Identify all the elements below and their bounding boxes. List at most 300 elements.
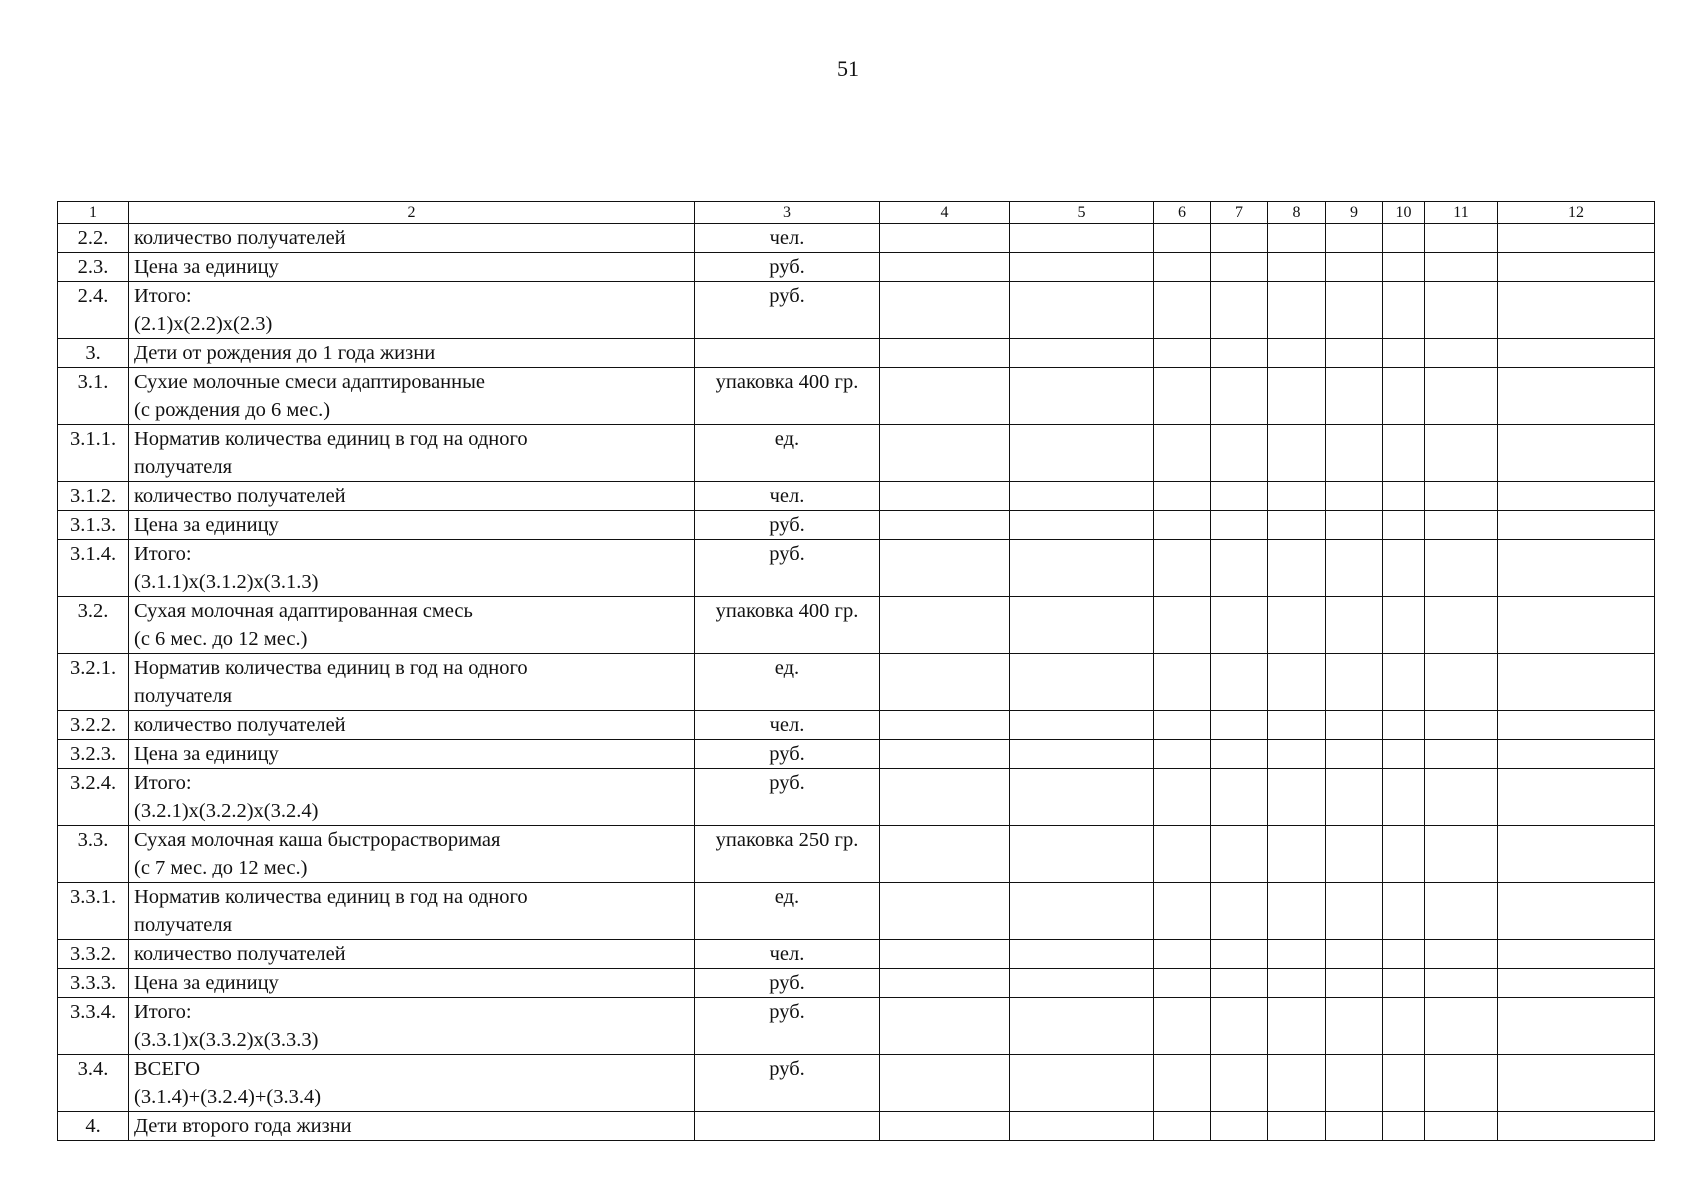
empty-cell-col-10 xyxy=(1383,339,1425,368)
empty-cell-col-10 xyxy=(1383,425,1425,482)
description-line: (с 6 мес. до 12 мес.) xyxy=(134,628,308,650)
description-line: Сухая молочная адаптированная смесь xyxy=(134,600,473,622)
empty-cell-col-4 xyxy=(880,969,1010,998)
empty-cell-col-5 xyxy=(1010,482,1154,511)
empty-cell-col-7 xyxy=(1211,826,1268,883)
empty-cell-col-4 xyxy=(880,1112,1010,1141)
description-line: Цена за единицу xyxy=(134,256,279,278)
empty-cell-col-12 xyxy=(1498,339,1655,368)
empty-cell-col-9 xyxy=(1326,1112,1383,1141)
description-line: Норматив количества единиц в год на одного xyxy=(134,428,528,450)
empty-cell-col-9 xyxy=(1326,740,1383,769)
empty-cell-col-9 xyxy=(1326,425,1383,482)
row-number: 3.3.1. xyxy=(58,883,129,940)
empty-cell-col-11 xyxy=(1425,282,1498,339)
empty-cell-col-8 xyxy=(1268,969,1326,998)
empty-cell-col-8 xyxy=(1268,253,1326,282)
row-description xyxy=(129,883,695,940)
empty-cell-col-7 xyxy=(1211,368,1268,425)
empty-cell-col-7 xyxy=(1211,654,1268,711)
empty-cell-col-6 xyxy=(1154,883,1211,940)
table-row xyxy=(58,482,1655,511)
empty-cell-col-8 xyxy=(1268,826,1326,883)
description-line: Сухие молочные смеси адаптированные xyxy=(134,371,485,393)
row-description xyxy=(129,998,695,1055)
empty-cell-col-12 xyxy=(1498,597,1655,654)
empty-cell-col-4 xyxy=(880,425,1010,482)
row-description xyxy=(129,368,695,425)
empty-cell-col-10 xyxy=(1383,1055,1425,1112)
table-row xyxy=(58,711,1655,740)
empty-cell-col-11 xyxy=(1425,740,1498,769)
empty-cell-col-12 xyxy=(1498,368,1655,425)
row-number: 3.1.1. xyxy=(58,425,129,482)
table-row xyxy=(58,654,1655,711)
empty-cell-col-5 xyxy=(1010,1055,1154,1112)
empty-cell-col-5 xyxy=(1010,540,1154,597)
empty-cell-col-9 xyxy=(1326,482,1383,511)
row-unit: руб. xyxy=(695,253,880,282)
empty-cell-col-4 xyxy=(880,511,1010,540)
empty-cell-col-11 xyxy=(1425,1112,1498,1141)
empty-cell-col-6 xyxy=(1154,224,1211,253)
empty-cell-col-6 xyxy=(1154,425,1211,482)
empty-cell-col-5 xyxy=(1010,282,1154,339)
empty-cell-col-9 xyxy=(1326,711,1383,740)
table-row xyxy=(58,597,1655,654)
description-line: Дети второго года жизни xyxy=(134,1115,352,1137)
empty-cell-col-8 xyxy=(1268,511,1326,540)
empty-cell-col-10 xyxy=(1383,769,1425,826)
page-number: 51 xyxy=(837,56,859,81)
empty-cell-col-5 xyxy=(1010,883,1154,940)
empty-cell-col-4 xyxy=(880,711,1010,740)
row-description xyxy=(129,940,695,969)
row-unit xyxy=(695,1112,880,1141)
column-header-4: 4 xyxy=(880,202,1010,224)
empty-cell-col-8 xyxy=(1268,482,1326,511)
empty-cell-col-11 xyxy=(1425,511,1498,540)
table-row xyxy=(58,1055,1655,1112)
empty-cell-col-12 xyxy=(1498,224,1655,253)
row-number: 3.1.2. xyxy=(58,482,129,511)
row-number: 3.3. xyxy=(58,826,129,883)
empty-cell-col-10 xyxy=(1383,826,1425,883)
description-line: Итого: xyxy=(134,772,192,794)
empty-cell-col-12 xyxy=(1498,654,1655,711)
empty-cell-col-10 xyxy=(1383,224,1425,253)
empty-cell-col-4 xyxy=(880,1055,1010,1112)
empty-cell-col-11 xyxy=(1425,482,1498,511)
empty-cell-col-4 xyxy=(880,224,1010,253)
empty-cell-col-8 xyxy=(1268,368,1326,425)
empty-cell-col-11 xyxy=(1425,969,1498,998)
table-row xyxy=(58,282,1655,339)
empty-cell-col-10 xyxy=(1383,1112,1425,1141)
row-description xyxy=(129,425,695,482)
empty-cell-col-7 xyxy=(1211,883,1268,940)
empty-cell-col-12 xyxy=(1498,253,1655,282)
description-line: количество получателей xyxy=(134,714,346,736)
column-header-11: 11 xyxy=(1425,202,1498,224)
row-number: 2.3. xyxy=(58,253,129,282)
description-line: количество получателей xyxy=(134,943,346,965)
empty-cell-col-12 xyxy=(1498,1112,1655,1141)
row-description xyxy=(129,597,695,654)
budget-table xyxy=(57,201,1655,1141)
empty-cell-col-6 xyxy=(1154,511,1211,540)
empty-cell-col-7 xyxy=(1211,339,1268,368)
row-unit: упаковка 400 гр. xyxy=(695,368,880,425)
empty-cell-col-7 xyxy=(1211,1055,1268,1112)
empty-cell-col-11 xyxy=(1425,368,1498,425)
empty-cell-col-9 xyxy=(1326,883,1383,940)
row-number: 3.3.4. xyxy=(58,998,129,1055)
empty-cell-col-6 xyxy=(1154,1112,1211,1141)
table-row xyxy=(58,540,1655,597)
empty-cell-col-8 xyxy=(1268,425,1326,482)
empty-cell-col-12 xyxy=(1498,711,1655,740)
row-unit: упаковка 400 гр. xyxy=(695,597,880,654)
empty-cell-col-10 xyxy=(1383,253,1425,282)
description-line: Норматив количества единиц в год на одного xyxy=(134,886,528,908)
table-row xyxy=(58,339,1655,368)
empty-cell-col-12 xyxy=(1498,940,1655,969)
row-number: 2.2. xyxy=(58,224,129,253)
empty-cell-col-10 xyxy=(1383,368,1425,425)
empty-cell-col-8 xyxy=(1268,998,1326,1055)
empty-cell-col-11 xyxy=(1425,654,1498,711)
empty-cell-col-9 xyxy=(1326,540,1383,597)
empty-cell-col-7 xyxy=(1211,711,1268,740)
row-unit: руб. xyxy=(695,998,880,1055)
empty-cell-col-6 xyxy=(1154,998,1211,1055)
empty-cell-col-9 xyxy=(1326,511,1383,540)
empty-cell-col-5 xyxy=(1010,969,1154,998)
empty-cell-col-12 xyxy=(1498,769,1655,826)
empty-cell-col-10 xyxy=(1383,654,1425,711)
description-line: ВСЕГО xyxy=(134,1058,201,1080)
empty-cell-col-6 xyxy=(1154,740,1211,769)
row-unit: руб. xyxy=(695,1055,880,1112)
empty-cell-col-8 xyxy=(1268,654,1326,711)
empty-cell-col-8 xyxy=(1268,711,1326,740)
empty-cell-col-7 xyxy=(1211,769,1268,826)
description-line: (3.1.1)x(3.1.2)x(3.1.3) xyxy=(134,571,319,593)
empty-cell-col-7 xyxy=(1211,740,1268,769)
empty-cell-col-11 xyxy=(1425,339,1498,368)
table-row xyxy=(58,969,1655,998)
empty-cell-col-6 xyxy=(1154,482,1211,511)
column-header-5: 5 xyxy=(1010,202,1154,224)
row-unit: ед. xyxy=(695,883,880,940)
row-unit: руб. xyxy=(695,511,880,540)
empty-cell-col-9 xyxy=(1326,339,1383,368)
row-description xyxy=(129,339,695,368)
empty-cell-col-4 xyxy=(880,769,1010,826)
row-description xyxy=(129,282,695,339)
table-header xyxy=(58,202,1655,224)
empty-cell-col-6 xyxy=(1154,940,1211,969)
empty-cell-col-5 xyxy=(1010,711,1154,740)
column-header-6: 6 xyxy=(1154,202,1211,224)
empty-cell-col-7 xyxy=(1211,540,1268,597)
empty-cell-col-11 xyxy=(1425,253,1498,282)
empty-cell-col-11 xyxy=(1425,597,1498,654)
row-number: 3.1.4. xyxy=(58,540,129,597)
empty-cell-col-9 xyxy=(1326,597,1383,654)
row-unit: руб. xyxy=(695,282,880,339)
empty-cell-col-4 xyxy=(880,368,1010,425)
empty-cell-col-4 xyxy=(880,740,1010,769)
empty-cell-col-11 xyxy=(1425,998,1498,1055)
empty-cell-col-4 xyxy=(880,540,1010,597)
empty-cell-col-7 xyxy=(1211,969,1268,998)
row-number: 4. xyxy=(58,1112,129,1141)
empty-cell-col-10 xyxy=(1383,998,1425,1055)
description-line: (2.1)x(2.2)x(2.3) xyxy=(134,313,273,335)
empty-cell-col-11 xyxy=(1425,883,1498,940)
description-line: получателя xyxy=(134,456,233,478)
empty-cell-col-10 xyxy=(1383,282,1425,339)
empty-cell-col-6 xyxy=(1154,969,1211,998)
row-unit: чел. xyxy=(695,482,880,511)
empty-cell-col-6 xyxy=(1154,368,1211,425)
empty-cell-col-12 xyxy=(1498,998,1655,1055)
empty-cell-col-8 xyxy=(1268,282,1326,339)
row-unit: руб. xyxy=(695,969,880,998)
empty-cell-col-8 xyxy=(1268,740,1326,769)
table-row xyxy=(58,998,1655,1055)
empty-cell-col-8 xyxy=(1268,224,1326,253)
description-line: получателя xyxy=(134,914,233,936)
description-line: количество получателей xyxy=(134,485,346,507)
empty-cell-col-4 xyxy=(880,282,1010,339)
row-description xyxy=(129,740,695,769)
empty-cell-col-6 xyxy=(1154,597,1211,654)
table-row xyxy=(58,1112,1655,1141)
empty-cell-col-7 xyxy=(1211,224,1268,253)
empty-cell-col-5 xyxy=(1010,998,1154,1055)
description-line: получателя xyxy=(134,685,233,707)
empty-cell-col-12 xyxy=(1498,826,1655,883)
row-description xyxy=(129,540,695,597)
empty-cell-col-7 xyxy=(1211,1112,1268,1141)
empty-cell-col-4 xyxy=(880,597,1010,654)
column-header-1: 1 xyxy=(58,202,129,224)
empty-cell-col-9 xyxy=(1326,940,1383,969)
row-description xyxy=(129,224,695,253)
row-unit: упаковка 250 гр. xyxy=(695,826,880,883)
table-row xyxy=(58,826,1655,883)
row-unit: чел. xyxy=(695,224,880,253)
description-line: Цена за единицу xyxy=(134,514,279,536)
row-description xyxy=(129,826,695,883)
row-unit: чел. xyxy=(695,940,880,969)
empty-cell-col-8 xyxy=(1268,339,1326,368)
empty-cell-col-12 xyxy=(1498,282,1655,339)
row-description xyxy=(129,711,695,740)
empty-cell-col-5 xyxy=(1010,940,1154,969)
empty-cell-col-8 xyxy=(1268,883,1326,940)
description-line: (3.3.1)x(3.3.2)x(3.3.3) xyxy=(134,1029,319,1051)
empty-cell-col-12 xyxy=(1498,511,1655,540)
row-number: 3.1. xyxy=(58,368,129,425)
column-header-3: 3 xyxy=(695,202,880,224)
empty-cell-col-5 xyxy=(1010,654,1154,711)
empty-cell-col-11 xyxy=(1425,769,1498,826)
column-header-12: 12 xyxy=(1498,202,1655,224)
row-number: 3.2.1. xyxy=(58,654,129,711)
empty-cell-col-7 xyxy=(1211,940,1268,969)
table-row xyxy=(58,769,1655,826)
empty-cell-col-10 xyxy=(1383,740,1425,769)
empty-cell-col-12 xyxy=(1498,482,1655,511)
description-line: количество получателей xyxy=(134,227,346,249)
empty-cell-col-8 xyxy=(1268,1055,1326,1112)
empty-cell-col-6 xyxy=(1154,540,1211,597)
empty-cell-col-9 xyxy=(1326,969,1383,998)
empty-cell-col-10 xyxy=(1383,883,1425,940)
empty-cell-col-8 xyxy=(1268,1112,1326,1141)
empty-cell-col-7 xyxy=(1211,511,1268,540)
empty-cell-col-10 xyxy=(1383,511,1425,540)
empty-cell-col-9 xyxy=(1326,224,1383,253)
empty-cell-col-6 xyxy=(1154,282,1211,339)
empty-cell-col-9 xyxy=(1326,368,1383,425)
row-unit: руб. xyxy=(695,769,880,826)
empty-cell-col-5 xyxy=(1010,597,1154,654)
row-description xyxy=(129,654,695,711)
empty-cell-col-10 xyxy=(1383,711,1425,740)
description-line: Цена за единицу xyxy=(134,743,279,765)
empty-cell-col-5 xyxy=(1010,740,1154,769)
table-row xyxy=(58,368,1655,425)
empty-cell-col-10 xyxy=(1383,940,1425,969)
empty-cell-col-12 xyxy=(1498,540,1655,597)
table-body xyxy=(58,224,1655,1141)
empty-cell-col-11 xyxy=(1425,711,1498,740)
empty-cell-col-9 xyxy=(1326,826,1383,883)
empty-cell-col-5 xyxy=(1010,769,1154,826)
empty-cell-col-5 xyxy=(1010,368,1154,425)
row-number: 3. xyxy=(58,339,129,368)
row-number: 2.4. xyxy=(58,282,129,339)
row-description xyxy=(129,482,695,511)
row-description xyxy=(129,1055,695,1112)
empty-cell-col-4 xyxy=(880,482,1010,511)
description-line: Итого: xyxy=(134,543,192,565)
empty-cell-col-6 xyxy=(1154,339,1211,368)
empty-cell-col-12 xyxy=(1498,740,1655,769)
column-header-8: 8 xyxy=(1268,202,1326,224)
description-line: (3.2.1)x(3.2.2)x(3.2.4) xyxy=(134,800,319,822)
row-unit: ед. xyxy=(695,425,880,482)
empty-cell-col-10 xyxy=(1383,540,1425,597)
description-line: Норматив количества единиц в год на одного xyxy=(134,657,528,679)
row-unit: руб. xyxy=(695,540,880,597)
empty-cell-col-9 xyxy=(1326,998,1383,1055)
empty-cell-col-4 xyxy=(880,998,1010,1055)
empty-cell-col-12 xyxy=(1498,1055,1655,1112)
empty-cell-col-8 xyxy=(1268,597,1326,654)
row-description xyxy=(129,1112,695,1141)
row-number: 3.2.4. xyxy=(58,769,129,826)
empty-cell-col-9 xyxy=(1326,253,1383,282)
empty-cell-col-9 xyxy=(1326,769,1383,826)
table-row xyxy=(58,940,1655,969)
empty-cell-col-5 xyxy=(1010,339,1154,368)
description-line: (3.1.4)+(3.2.4)+(3.3.4) xyxy=(134,1086,322,1108)
empty-cell-col-6 xyxy=(1154,711,1211,740)
empty-cell-col-5 xyxy=(1010,1112,1154,1141)
empty-cell-col-12 xyxy=(1498,969,1655,998)
row-unit xyxy=(695,339,880,368)
description-line: Сухая молочная каша быстрорастворимая xyxy=(134,829,501,851)
empty-cell-col-12 xyxy=(1498,425,1655,482)
row-unit: ед. xyxy=(695,654,880,711)
empty-cell-col-4 xyxy=(880,253,1010,282)
empty-cell-col-11 xyxy=(1425,940,1498,969)
column-header-2: 2 xyxy=(129,202,695,224)
row-unit: чел. xyxy=(695,711,880,740)
table-row xyxy=(58,511,1655,540)
empty-cell-col-7 xyxy=(1211,253,1268,282)
empty-cell-col-11 xyxy=(1425,540,1498,597)
empty-cell-col-4 xyxy=(880,826,1010,883)
row-description xyxy=(129,769,695,826)
empty-cell-col-4 xyxy=(880,654,1010,711)
empty-cell-col-8 xyxy=(1268,540,1326,597)
header-row xyxy=(58,202,1655,224)
description-line: Цена за единицу xyxy=(134,972,279,994)
empty-cell-col-8 xyxy=(1268,940,1326,969)
row-number: 3.2.3. xyxy=(58,740,129,769)
empty-cell-col-6 xyxy=(1154,769,1211,826)
empty-cell-col-7 xyxy=(1211,425,1268,482)
description-line: Дети от рождения до 1 года жизни xyxy=(134,342,436,364)
empty-cell-col-11 xyxy=(1425,425,1498,482)
empty-cell-col-7 xyxy=(1211,998,1268,1055)
table-row xyxy=(58,740,1655,769)
column-header-9: 9 xyxy=(1326,202,1383,224)
description-line: (с 7 мес. до 12 мес.) xyxy=(134,857,308,879)
empty-cell-col-6 xyxy=(1154,826,1211,883)
row-unit: руб. xyxy=(695,740,880,769)
empty-cell-col-5 xyxy=(1010,224,1154,253)
row-description xyxy=(129,969,695,998)
empty-cell-col-7 xyxy=(1211,597,1268,654)
empty-cell-col-4 xyxy=(880,883,1010,940)
empty-cell-col-4 xyxy=(880,940,1010,969)
row-number: 3.3.2. xyxy=(58,940,129,969)
row-number: 3.2. xyxy=(58,597,129,654)
empty-cell-col-5 xyxy=(1010,253,1154,282)
empty-cell-col-9 xyxy=(1326,1055,1383,1112)
row-number: 3.4. xyxy=(58,1055,129,1112)
table-row xyxy=(58,425,1655,482)
empty-cell-col-9 xyxy=(1326,654,1383,711)
row-description xyxy=(129,253,695,282)
empty-cell-col-5 xyxy=(1010,511,1154,540)
empty-cell-col-5 xyxy=(1010,826,1154,883)
row-description xyxy=(129,511,695,540)
column-header-7: 7 xyxy=(1211,202,1268,224)
description-line: (с рождения до 6 мес.) xyxy=(134,399,331,421)
empty-cell-col-10 xyxy=(1383,482,1425,511)
empty-cell-col-7 xyxy=(1211,482,1268,511)
table-row xyxy=(58,883,1655,940)
